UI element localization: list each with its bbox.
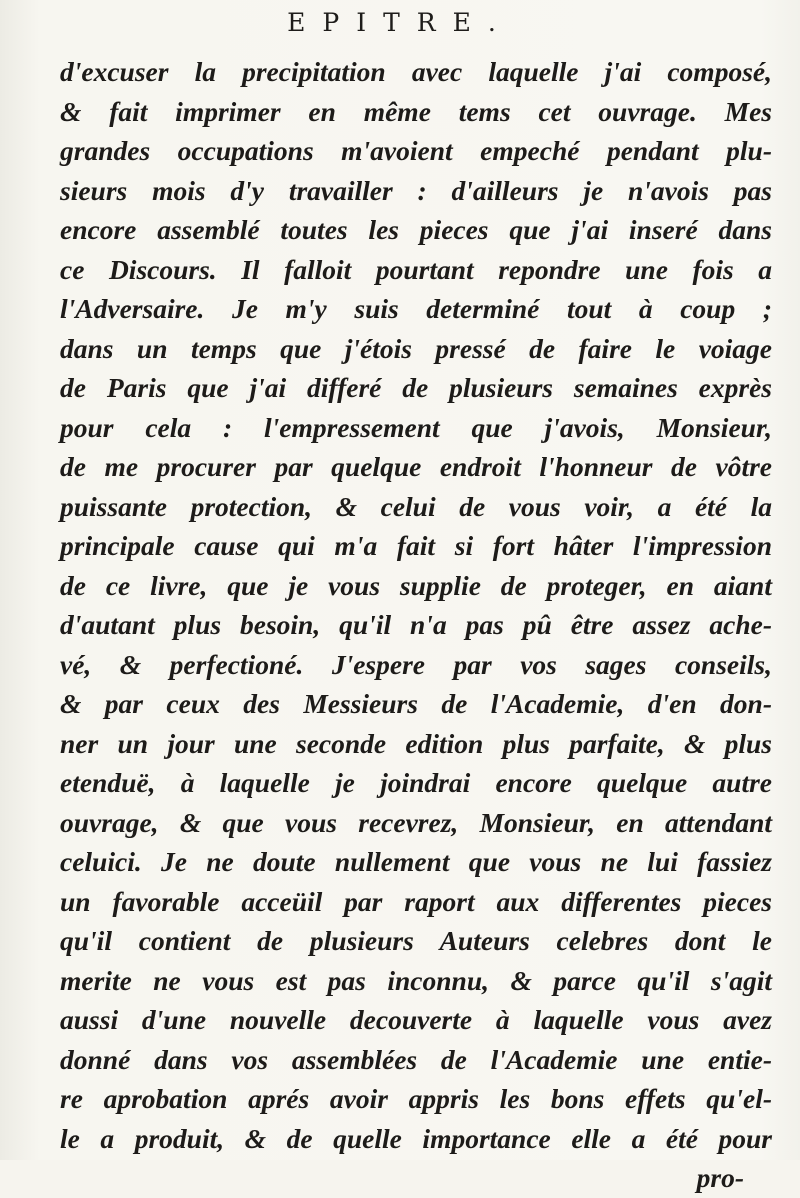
text-line: le a produit, & de quelle importance elle a été pour [60, 1122, 772, 1154]
text-line: de ce livre, que je vous supplie de proteger, en aiant [60, 569, 772, 601]
text-line: etenduë, à laquelle je joindrai encore quelque autre [60, 767, 772, 798]
text-line: un favorable acceüil par raport aux differentes pieces [60, 885, 772, 917]
text-line: de Paris que j'ai differé de plusieurs semaines exprès [60, 372, 772, 403]
text-line: pour cela : l'empressement que j'avois, Monsieur, [60, 411, 772, 443]
text-line: aussi d'une nouvelle decouverte à laquelle vous avez [60, 1004, 772, 1035]
text-line: & fait imprimer en même tems cet ouvrage. Mes [60, 95, 772, 127]
text-line: principale cause qui m'a fait si fort hâter l'impression [60, 530, 772, 561]
text-line: l'Adversaire. Je m'y suis determiné tout à coup ; [60, 293, 772, 324]
body-text [60, 52, 772, 1198]
text-line: d'excuser la precipitation avec laquelle j'ai composé, [60, 56, 772, 87]
text-line: puissante protection, & celui de vous voir, a été la [60, 490, 772, 522]
text-line: ce Discours. Il falloit pourtant repondre une fois a [60, 253, 772, 285]
page-header: EPITRE. [287, 8, 513, 37]
text-line: dans un temps que j'étois pressé de faire le voiage [60, 332, 772, 364]
text-line: de me procurer par quelque endroit l'honneur de vôtre [60, 451, 772, 482]
text-line: ouvrage, & que vous recevrez, Monsieur, en attendant [60, 806, 772, 838]
text-line: qu'il contient de plusieurs Auteurs celebres dont le [60, 925, 772, 956]
text-line: d'autant plus besoin, qu'il n'a pas pû être assez ache- [60, 609, 772, 640]
text-line: encore assemblé toutes les pieces que j'ai inseré dans [60, 214, 772, 245]
text-line: celuici. Je ne doute nullement que vous ne lui fassiez [60, 846, 772, 877]
text-line: grandes occupations m'avoient empeché pendant plu- [60, 135, 772, 166]
text-line: pro- [696, 1162, 744, 1193]
text-line: merite ne vous est pas inconnu, & parce qu'il s'agit [60, 964, 772, 996]
text-line: re aprobation aprés avoir appris les bons effets qu'el- [60, 1083, 772, 1114]
text-line: sieurs mois d'y travailler : d'ailleurs je n'avois pas [60, 174, 772, 206]
text-line: donné dans vos assemblées de l'Academie une entie- [60, 1043, 772, 1075]
text-line: & par ceux des Messieurs de l'Academie, d'en don- [60, 688, 772, 719]
text-line: vé, & perfectioné. J'espere par vos sages conseils, [60, 648, 772, 680]
text-line: ner un jour une seconde edition plus parfaite, & plus [60, 727, 772, 759]
